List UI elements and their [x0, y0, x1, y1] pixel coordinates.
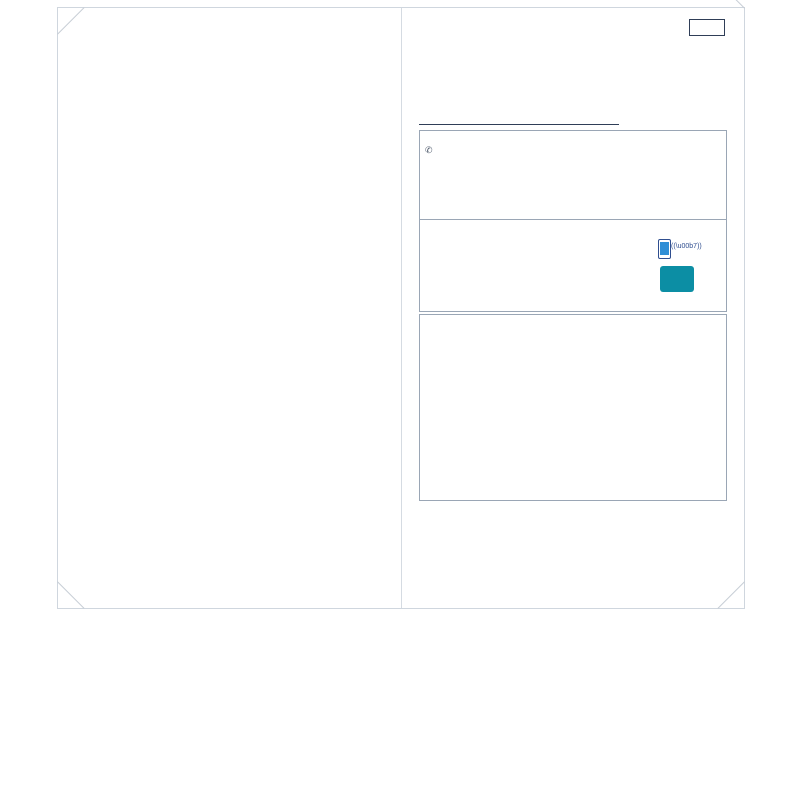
club-quo-vadis-badge[interactable] — [660, 266, 694, 292]
moon-phase-row — [629, 113, 725, 123]
week-number-badge — [689, 19, 725, 36]
agenda-sheet — [58, 8, 744, 608]
wifi-icon: ((\u00b7)) — [671, 243, 702, 250]
week-info-box — [419, 40, 619, 125]
right-page — [401, 8, 744, 608]
contact-panel[interactable] — [419, 130, 727, 312]
contact-panel-divider — [420, 219, 726, 220]
week-header — [419, 20, 725, 34]
mini-calendar — [629, 42, 725, 44]
smartphone-icon — [658, 239, 671, 259]
phone-icon: ✆ — [425, 145, 433, 155]
left-page — [58, 8, 401, 608]
note-panel[interactable] — [419, 314, 727, 501]
